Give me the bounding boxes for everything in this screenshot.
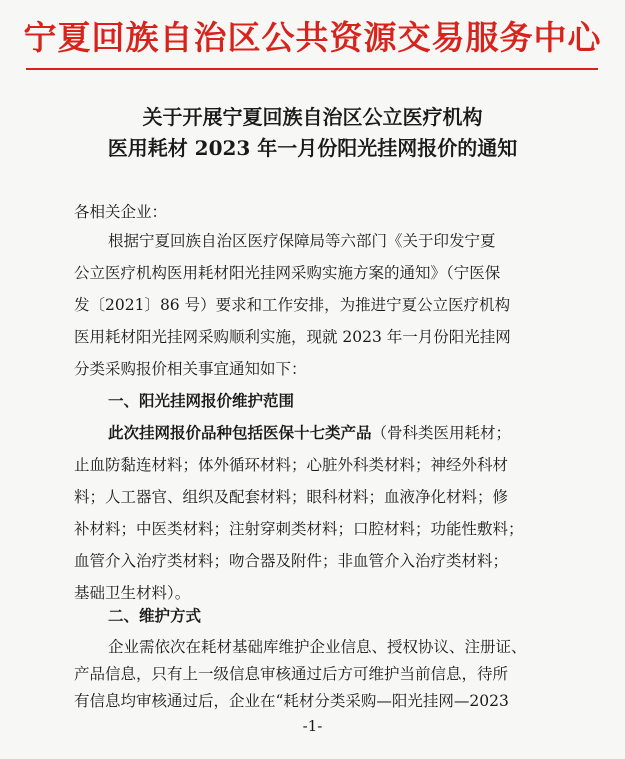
body-line: 分类采购报价相关事宜通知如下：: [74, 360, 307, 378]
salutation: 各相关企业：: [74, 203, 168, 221]
section-heading-2: 二、维护方式: [108, 606, 202, 625]
body-line: [108, 421, 511, 443]
body-line: 料；人工器官、组织及配套材料；眼科材料；血液净化材料；修: [74, 488, 509, 506]
body-line: 发〔2021〕86 号）要求和工作安排，为推进宁夏公立医疗机构: [74, 296, 511, 314]
org-header: 宁夏回族自治区公共资源交易服务中心: [23, 18, 602, 57]
body-line: 产品信息，只有上一级信息审核通过后方可维护当前信息，待所: [74, 665, 509, 683]
body-line: 有信息均审核通过后，企业在“耗材分类采购—阳光挂网—2023: [74, 692, 509, 710]
section-heading-1: 一、阳光挂网报价维护范围: [108, 391, 295, 410]
body-line: 止血防黏连材料；体外循环材料；心脏外科类材料；神经外科材: [74, 456, 509, 474]
page-number: -1-: [302, 717, 323, 735]
body-line: 血管介入治疗类材料；吻合器及附件；非血管介入治疗类材料；: [74, 552, 509, 570]
doc-title-line-2: 医用耗材 2023 年一月份阳光挂网报价的通知: [107, 136, 518, 160]
body-text: （骨科类医用耗材；: [371, 424, 512, 442]
body-line: 公立医疗机构医用耗材阳光挂网采购实施方案的通知》（宁医保: [74, 264, 501, 282]
body-line: 根据宁夏回族自治区医疗保障局等六部门《关于印发宁夏: [108, 232, 496, 250]
body-line: 企业需依次在耗材基础库维护企业信息、授权协议、注册证、: [108, 638, 527, 656]
header-rule: [26, 68, 598, 70]
bold-phrase: 此次挂网报价品种包括医保十七类产品: [108, 423, 372, 442]
body-line: 补材料；中医类材料；注射穿刺类材料；口腔材料；功能性敷料；: [74, 520, 524, 538]
doc-title-line-1: 关于开展宁夏回族自治区公立医疗机构: [142, 105, 483, 129]
body-line: 基础卫生材料）。: [74, 584, 191, 602]
body-line: 医用耗材阳光挂网采购顺利实施，现就 2023 年一月份阳光挂网: [74, 328, 511, 346]
